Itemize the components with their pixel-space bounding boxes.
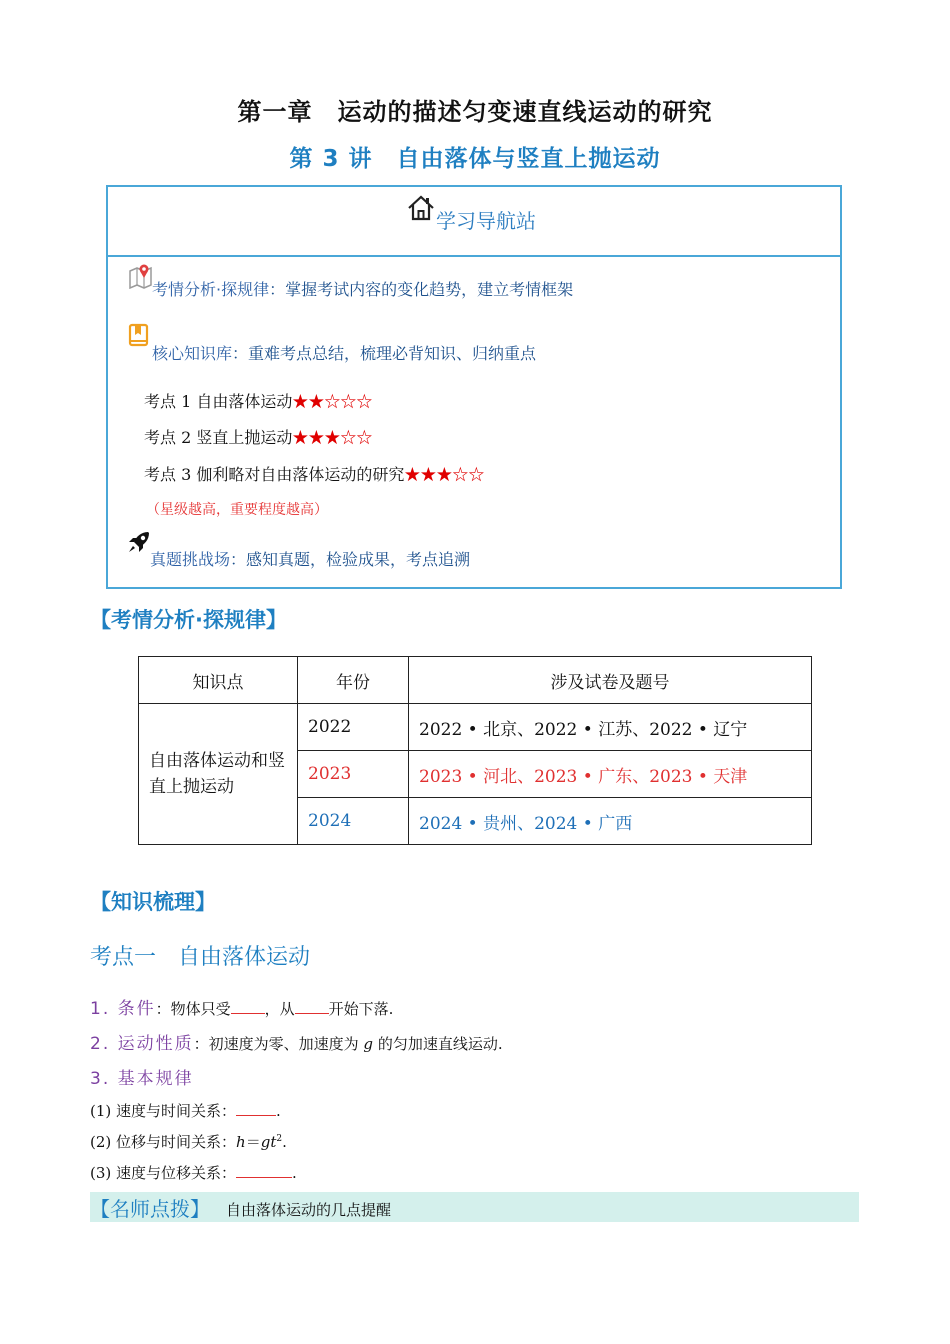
- star-rating-filled: ★★★: [404, 465, 453, 484]
- item-text: ：初速度为零、加速度为: [193, 1035, 359, 1053]
- star-rating-empty: ☆☆☆: [324, 392, 373, 411]
- item-text: 开始下落.: [328, 1000, 394, 1018]
- core-knowledge-desc: ：重难考点总结，梳理必背知识、归纳重点: [232, 344, 537, 363]
- chapter-title: 第一章 运动的描述匀变速直线运动的研究: [237, 98, 713, 126]
- book-icon: [128, 323, 150, 351]
- item-label: 1. 条件: [90, 999, 156, 1019]
- equals-sign: ＝: [245, 1133, 261, 1151]
- lecture-title: 第 3 讲 自由落体与竖直上抛运动: [289, 146, 661, 172]
- papers-cell: 2022 • 北京、2022 • 江苏、2022 • 辽宁: [409, 704, 812, 751]
- rocket-icon: [126, 529, 152, 559]
- star-rating-empty: ☆☆: [452, 465, 485, 484]
- item-label: 3. 基本规律: [90, 1069, 194, 1089]
- law-text: (3) 速度与位移关系：: [90, 1164, 237, 1182]
- condition-item: [90, 994, 393, 1019]
- kp-number: 考点一: [90, 945, 157, 970]
- exponent: 2: [276, 1134, 283, 1144]
- answer-blank[interactable]: [236, 1163, 292, 1178]
- law-text: (2) 位移与时间关系：: [90, 1133, 237, 1151]
- core-knowledge-row: [152, 341, 536, 364]
- answer-blank[interactable]: [231, 999, 265, 1014]
- table-header-row: [139, 657, 812, 704]
- challenge-label: 真题挑战场: [150, 550, 231, 569]
- item-text: 的匀加速直线运动.: [377, 1035, 503, 1053]
- core-knowledge-label: 核心知识库: [152, 344, 233, 363]
- answer-blank[interactable]: [236, 1101, 276, 1116]
- exam-analysis-row: [152, 277, 573, 300]
- law-text: (1) 速度与时间关系：: [90, 1102, 237, 1120]
- header-knowledge-point: 知识点: [139, 657, 298, 704]
- exam-analysis-desc: ：掌握考试内容的变化趋势，建立考情框架: [269, 280, 574, 299]
- symbol-gt: gt: [260, 1133, 277, 1151]
- motion-nature-item: [90, 1029, 503, 1054]
- home-icon: [406, 193, 436, 227]
- challenge-desc: ：感知真题，检验成果，考点追溯: [230, 550, 471, 569]
- item-text: ，从: [264, 1000, 295, 1018]
- star-rating-empty: ☆☆: [340, 428, 373, 447]
- kp-name: 自由落体运动: [178, 945, 311, 970]
- law-text: .: [292, 1164, 297, 1182]
- symbol-h: h: [236, 1133, 246, 1151]
- item-text: ：物体只受: [155, 1000, 231, 1018]
- star-note: （星级越高，重要程度越高）: [146, 502, 328, 518]
- knowledge-point-1: [144, 389, 372, 412]
- law-velocity-displacement: [90, 1162, 297, 1183]
- nav-title: 学习导航站: [436, 209, 536, 233]
- basic-law-item: [90, 1064, 194, 1089]
- knowledge-point-2: [144, 425, 372, 448]
- exam-table: [138, 656, 812, 845]
- challenge-row: [150, 547, 470, 570]
- table-row: [139, 704, 812, 751]
- law-velocity-time: [90, 1100, 281, 1121]
- law-text: .: [276, 1102, 281, 1120]
- knowledge-point-text: 考点 3 伽利略对自由落体运动的研究: [144, 465, 405, 484]
- knowledge-point-text: 考点 2 竖直上抛运动: [144, 428, 293, 447]
- header-papers: 涉及试卷及题号: [409, 657, 812, 704]
- symbol-g: g: [363, 1035, 374, 1053]
- teacher-tip-bar: [90, 1192, 859, 1222]
- year-cell: 2022: [298, 704, 409, 751]
- topic-cell: 自由落体运动和竖直上抛运动: [139, 704, 298, 845]
- header-year: 年份: [298, 657, 409, 704]
- knowledge-point-text: 考点 1 自由落体运动: [144, 392, 293, 411]
- nav-header: [108, 187, 840, 257]
- tip-label: 【名师点拨】: [90, 1197, 210, 1221]
- law-text: .: [282, 1133, 287, 1151]
- study-navigation-box: [106, 185, 842, 589]
- papers-cell: 2023 • 河北、2023 • 广东、2023 • 天津: [409, 751, 812, 798]
- tip-text: 自由落体运动的几点提醒: [226, 1201, 392, 1219]
- law-displacement-time: [90, 1131, 287, 1152]
- knowledge-point-3: [144, 462, 484, 485]
- exam-analysis-label: 考情分析·探规律: [152, 280, 270, 299]
- exam-section-heading: 【考情分析·探规律】: [90, 608, 287, 632]
- knowledge-section-heading: 【知识梳理】: [90, 890, 216, 914]
- star-rating-filled: ★★: [292, 392, 325, 411]
- knowledge-point-title: [90, 940, 310, 971]
- star-rating-filled: ★★★: [292, 428, 341, 447]
- answer-blank[interactable]: [295, 999, 329, 1014]
- item-label: 2. 运动性质: [90, 1034, 194, 1054]
- year-cell: 2023: [298, 751, 409, 798]
- year-cell: 2024: [298, 798, 409, 845]
- papers-cell: 2024 • 贵州、2024 • 广西: [409, 798, 812, 845]
